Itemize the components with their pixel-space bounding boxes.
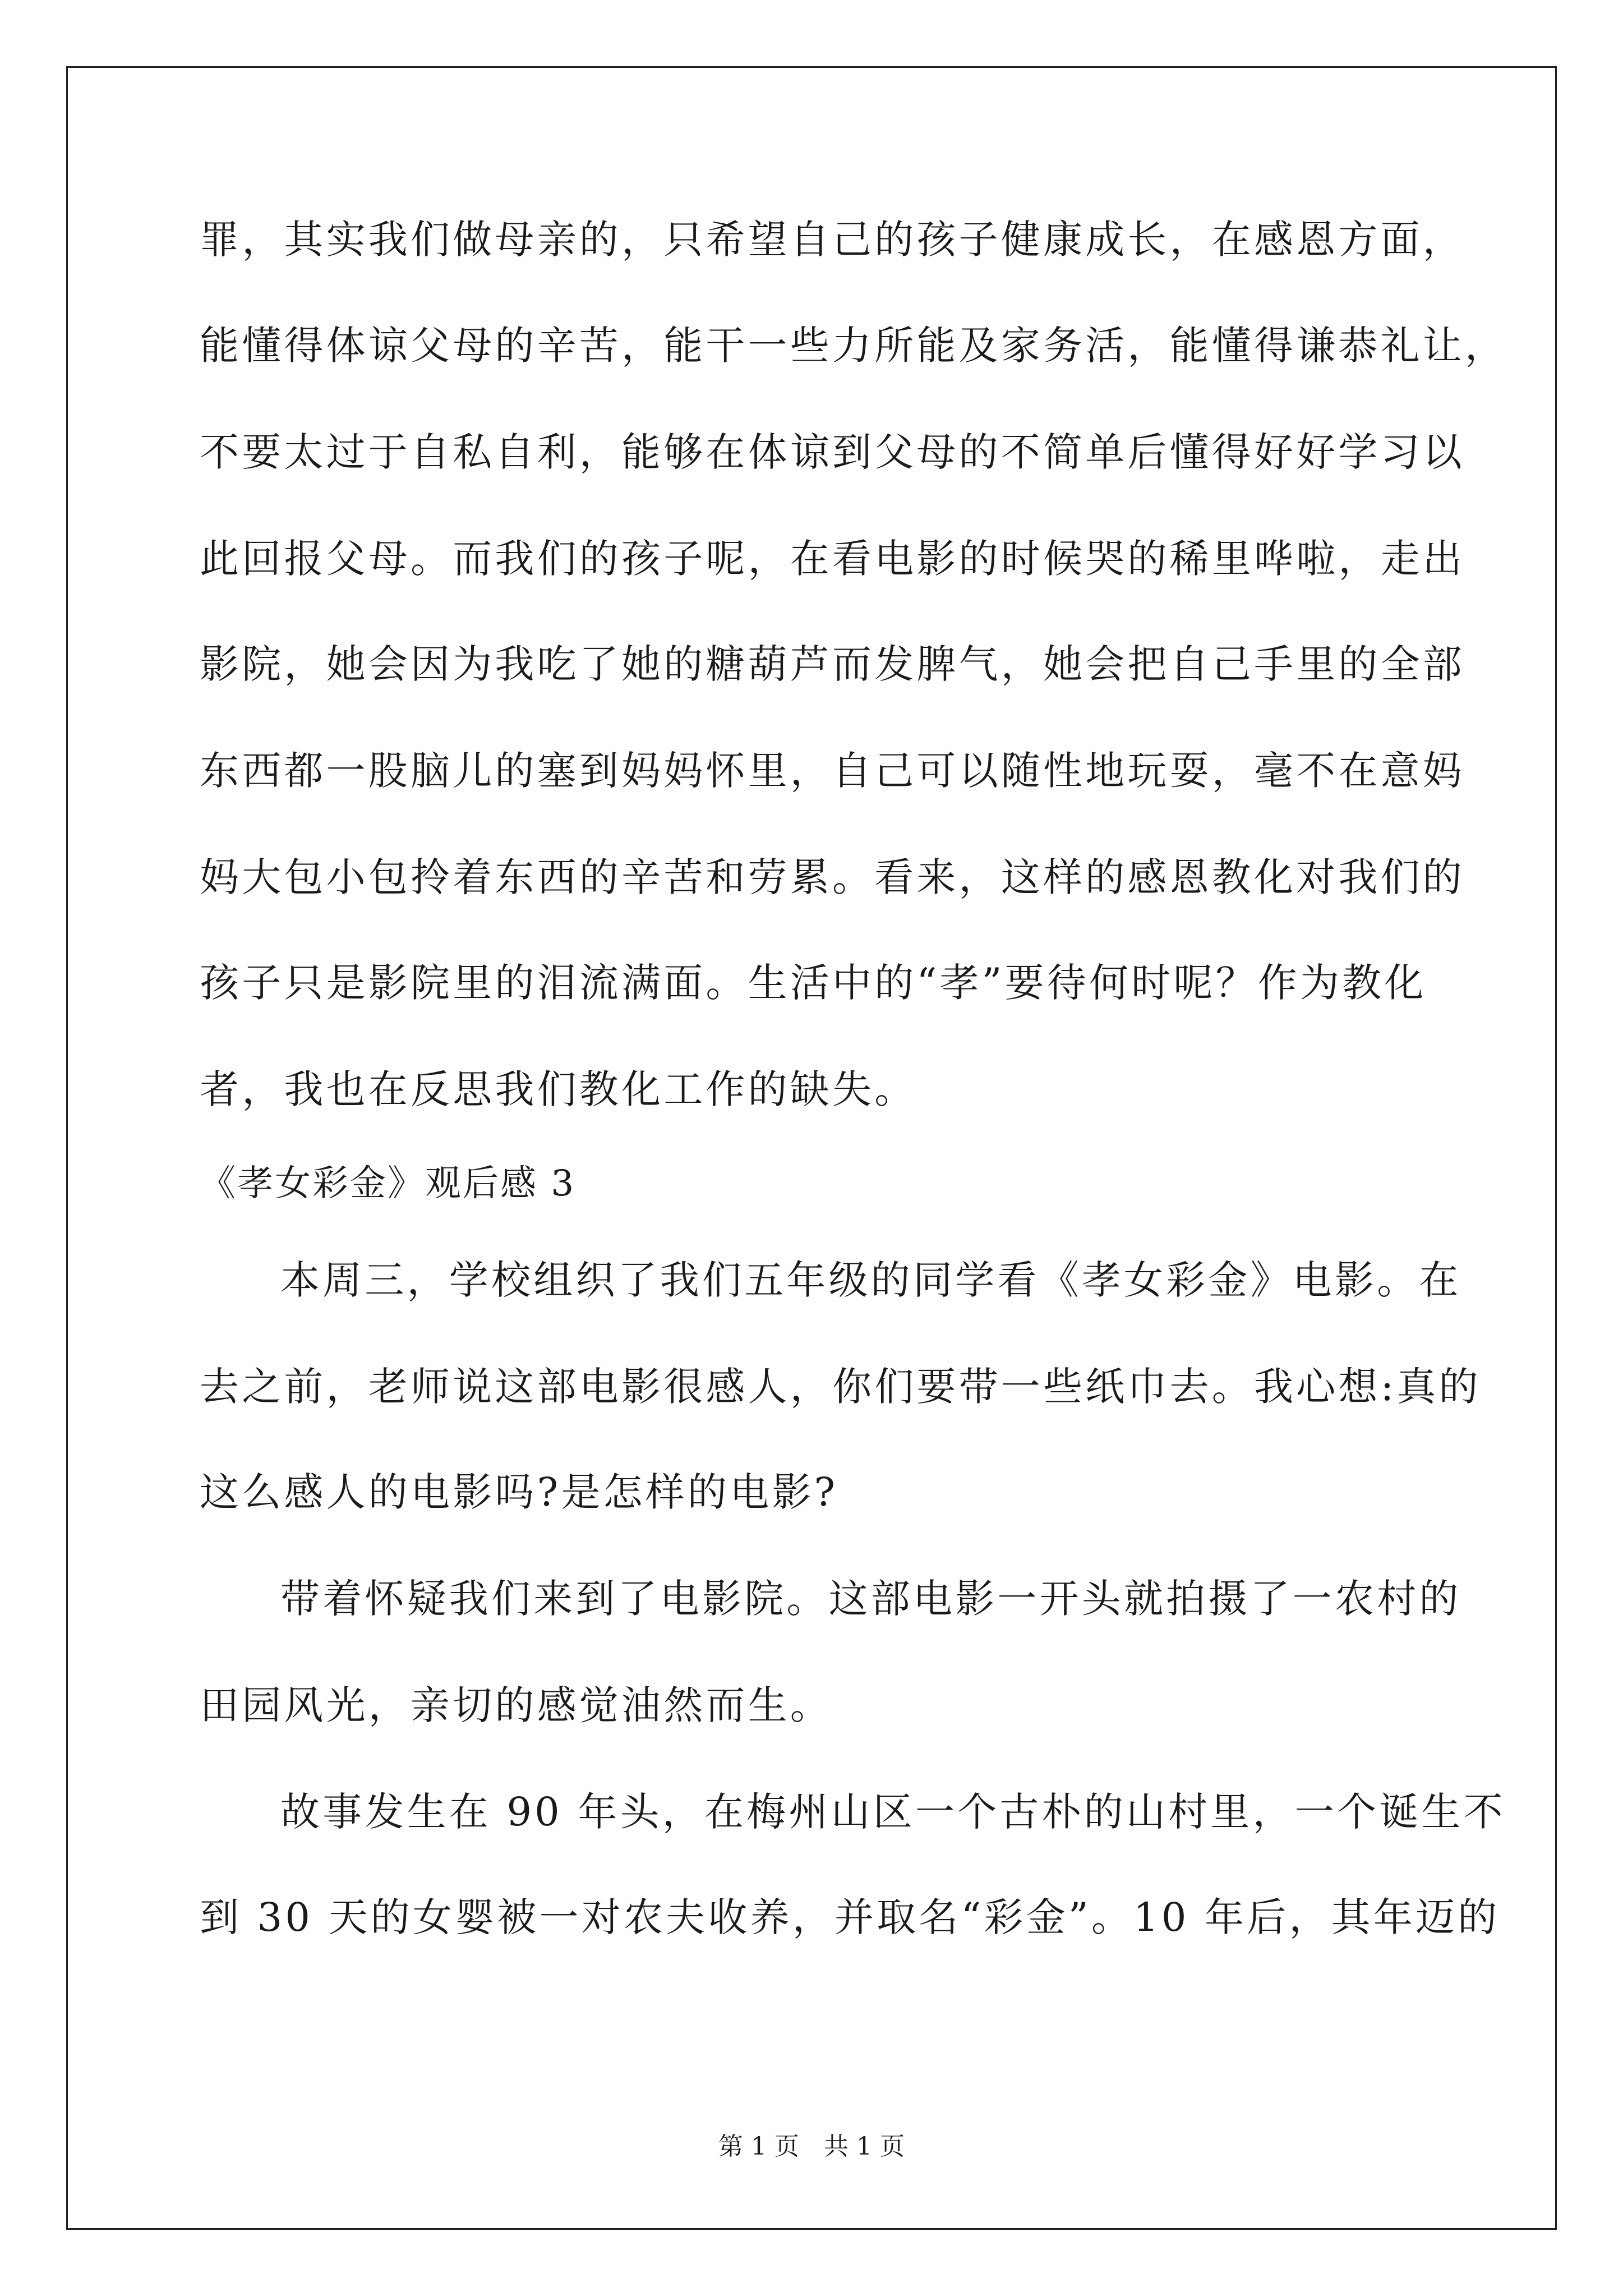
text-line: 东西都一股脑儿的塞到妈妈怀里，自己可以随性地玩耍，毫不在意妈: [200, 748, 1465, 794]
text-line: 去之前，老师说这部电影很感人，你们要带一些纸巾去。我心想:真的: [200, 1364, 1481, 1410]
text-line: 者，我也在反思我们教化工作的缺失。: [200, 1066, 917, 1112]
text-line: 田园风光，亲切的感觉油然而生。: [200, 1682, 832, 1728]
text-line: 故事发生在 90 年头，在梅州山区一个古朴的山村里，一个诞生不: [280, 1789, 1506, 1835]
text-line: 这么感人的电影吗?是怎样的电影?: [200, 1469, 838, 1515]
text-line: 到 30 天的女婴被一对农夫收养，并取名“彩金”。10 年后，其年迈的: [200, 1894, 1500, 1940]
text-line: 此回报父母。而我们的孩子呢，在看电影的时候哭的稀里哗啦，走出: [200, 536, 1465, 582]
text-line: 孩子只是影院里的泪流满面。生活中的“孝”要待何时呢？作为教化: [200, 960, 1427, 1006]
text-line: 能懂得体谅父母的辛苦，能干一些力所能及家务活，能懂得谦恭礼让，: [200, 323, 1507, 369]
text-line: 妈大包小包拎着东西的辛苦和劳累。看来，这样的感恩教化对我们的: [200, 854, 1465, 900]
section-heading: 《孝女彩金》观后感 3: [200, 1163, 576, 1204]
text-line: 本周三，学校组织了我们五年级的同学看《孝女彩金》电影。在: [280, 1257, 1461, 1303]
page-number: 第 1 页 共 1 页: [718, 2132, 905, 2161]
text-line: 不要太过于自私自利，能够在体谅到父母的不简单后懂得好好学习以: [200, 429, 1465, 475]
text-line: 带着怀疑我们来到了电影院。这部电影一开头就拍摄了一农村的: [280, 1576, 1461, 1622]
text-line: 影院，她会因为我吃了她的糖葫芦而发脾气，她会把自己手里的全部: [200, 641, 1465, 687]
text-line: 罪，其实我们做母亲的，只希望自己的孩子健康成长，在感恩方面，: [200, 217, 1465, 263]
